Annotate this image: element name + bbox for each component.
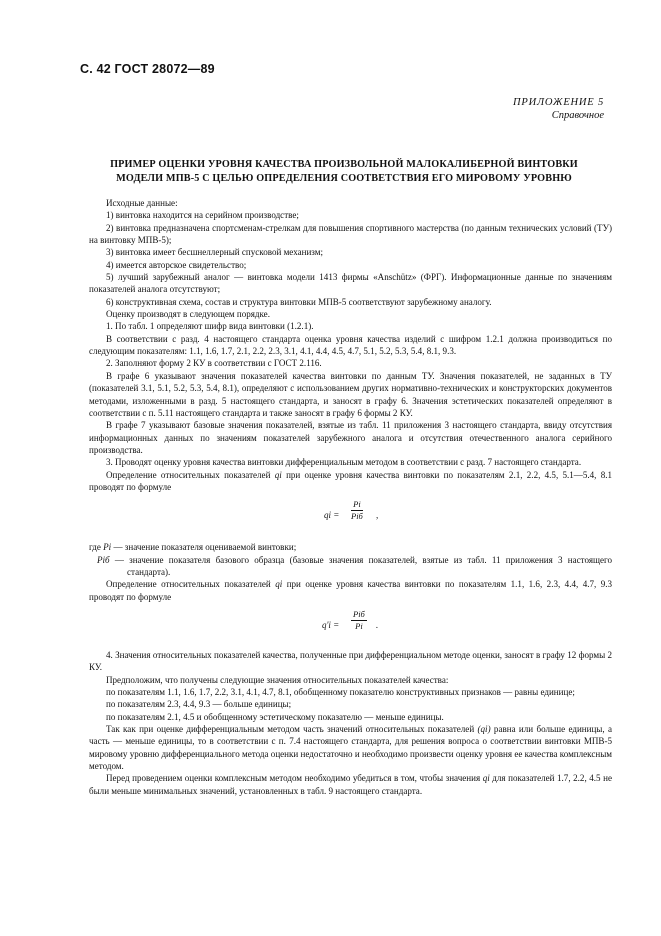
document-title — [88, 158, 600, 186]
fraction-denominator: Piб — [351, 511, 363, 522]
formula-fraction — [351, 499, 363, 522]
formula-fraction — [351, 609, 367, 632]
list-item: 4) имеется авторское свидетельство; — [106, 259, 247, 270]
paragraph: 3. Проводят оценку уровня качества винтовки дифференциальным методом в соответствии с разд. 7 настоящего стандарта. — [106, 457, 582, 468]
paragraph: 1. По табл. 1 определяют шифр вида винтовки (1.2.1). — [106, 321, 314, 332]
appendix-note: Справочное — [551, 110, 604, 121]
formula-1 — [89, 493, 612, 541]
appendix-block — [513, 96, 604, 122]
where-label: где — [89, 542, 101, 553]
formula-2 — [89, 603, 612, 649]
paragraph — [89, 578, 612, 603]
body-text — [89, 197, 612, 797]
text-run: при оценке уровня качества винтовки по показателям 2.1, 2.2, 4.5, 5.1—5.4, 8.1 проводят по формуле — [89, 469, 613, 492]
definition-item — [89, 541, 612, 553]
fraction-denominator: Pi — [355, 620, 363, 631]
list-item: 1) винтовка находится на серийном производстве; — [106, 210, 299, 221]
text-run: равна или больше единицы, а часть — меньше единицы, то в соответствии с п. 7.4 настоящего стандарта, для решения вопроса о соответствии винтовки МПВ-5 мировому уровню дифференциального метода оценки недостаточно и необходимо произвести оценку уровня ее качества комплексным методом. — [89, 724, 613, 772]
list-item: 3) винтовка имеет бесшнеллерный спусковой механизм; — [106, 247, 323, 258]
variable-q: qi — [275, 579, 283, 590]
definition-text: — значение показателя базового образца (базовые значения показателей, взятые из табл. 11 приложения 3 настоящего стандарта). — [114, 554, 613, 577]
paragraph: Предположим, что получены следующие значения относительных показателей качества: — [106, 674, 449, 685]
paragraph: В графе 6 указывают значения показателей качества винтовки по данным ТУ. Значения показателей, не заданных в ТУ (показателей 3.1, 5.1, 5.2, 5.3, 5.4, 8.1), определяют с использованием других нормативно-технических и конструкторских документов методами, изложенными в разд. 5 настоящего стандарта, и заносят в графу 6. Значения эстетических показателей определяют в соответствии с п. 5.11 настоящего стандарта и также заносят в графу 6 формы 2 КУ. — [89, 370, 612, 418]
fraction-numerator: Piб — [353, 608, 365, 619]
list-item: 2) винтовка предназначена спортсменам-стрелкам для повышения спортивного мастерства (по данным технических условий (ТУ) на винтовку МПВ-5); — [89, 222, 612, 246]
text-run: Определение относительных показателей — [106, 579, 271, 590]
appendix-label: ПРИЛОЖЕНИЕ 5 — [513, 97, 604, 108]
paragraph — [89, 469, 612, 494]
list-item: 6) конструктивная схема, состав и структура винтовки МПВ-5 соответствуют зарубежному аналогу. — [106, 296, 492, 307]
title-line-2: МОДЕЛИ МПВ-5 С ЦЕЛЬЮ ОПРЕДЕЛЕНИЯ СООТВЕТСТВИЯ ЕГО МИРОВОМУ УРОВНЮ — [116, 173, 572, 184]
formula-punct: , — [376, 510, 379, 521]
paragraph: В графе 7 указывают базовые значения показателей, взятые из табл. 11 приложения 3 настоящего стандарта, ввиду отсутствия информационных данных по значениям показателей зарубежного аналога и отсутствия отечественного аналога серийного производства. — [89, 420, 612, 455]
paragraph: по показателям 2.1, 4.5 и обобщенному эстетическому показателю — меньше единицы. — [106, 711, 444, 722]
paragraph: по показателям 2.3, 4.4, 9.3 — больше единицы; — [106, 699, 292, 710]
variable-q: qi — [274, 469, 282, 480]
list-item: 5) лучший зарубежный аналог — винтовка модели 1413 фирмы «Anschütz» (ФРГ). Информационные данные по значениям показателей аналога отсутствуют; — [89, 272, 612, 295]
formula-lhs: q'i = — [322, 619, 340, 630]
paragraph: 4. Значения относительных показателей качества, полученные при дифференциальном методе оценки, заносят в графу 12 формы 2 КУ. — [89, 649, 612, 673]
text-run: Определение относительных показателей — [106, 469, 271, 480]
paragraph — [89, 772, 612, 797]
text-run: Перед проведением оценки комплексным методом необходимо убедиться в том, чтобы значения — [106, 773, 481, 784]
paragraph: Оценку производят в следующем порядке. — [106, 309, 270, 320]
paragraph: 2. Заполняют форму 2 КУ в соответствии с ГОСТ 2.116. — [106, 358, 322, 369]
variable-q: qi — [482, 773, 490, 784]
symbol: Piб — [97, 554, 110, 565]
definition-text: — значение показателя оцениваемой винтовки; — [113, 542, 297, 553]
text-run: Так как при оценке дифференциальным методом часть значений относительных показателей — [106, 724, 475, 735]
text-run: для показателей 1.7, 2.2, 4.5 не были меньше минимальных значений, установленных в табл. 9 настоящего стандарта. — [89, 773, 612, 796]
title-line-1: ПРИМЕР ОЦЕНКИ УРОВНЯ КАЧЕСТВА ПРОИЗВОЛЬНОЙ МАЛОКАЛИБЕРНОЙ ВИНТОВКИ — [110, 159, 578, 170]
fraction-numerator: Pi — [351, 499, 363, 511]
text-run: при оценке уровня качества винтовки по показателям 1.1, 1.6, 2.3, 4.4, 4.7, 9.3 проводят по формуле — [89, 579, 613, 602]
paragraph — [89, 723, 612, 772]
formula-lhs: qi = — [324, 510, 340, 521]
formula-punct: . — [376, 619, 379, 630]
definition-item — [89, 554, 612, 579]
paragraph: по показателям 1.1, 1.6, 1.7, 2.2, 3.1, 4.1, 4.7, 8.1, обобщенному показателю конструктивных признаков — равны единице; — [106, 687, 575, 697]
paragraph: В соответствии с разд. 4 настоящего стандарта оценка уровня качества изделий с шифром 1.2.1 должна производиться по следующим показателям: 1.1, 1.6, 1.7, 2.1, 2.2, 2.3, 3.1, 4.1, 4.4, 4.5, 4.7, 5.1, 5.2, 5.3, 5.4, 8.1, 9.3. — [89, 333, 612, 357]
paragraph: Исходные данные: — [106, 198, 178, 208]
variable-q: (qi) — [477, 724, 491, 735]
symbol: Pi — [103, 542, 112, 553]
page-header: С. 42 ГОСТ 28072—89 — [80, 62, 215, 76]
